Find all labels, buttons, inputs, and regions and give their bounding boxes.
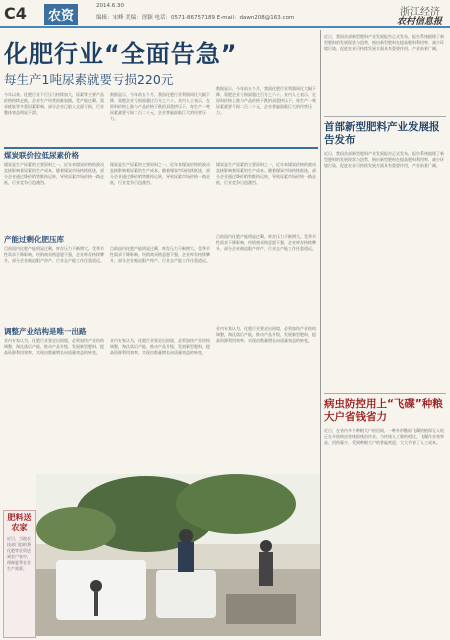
intro-paragraph: 今年以来，化肥行业下行压力持续加大，尿素等主要产品价格持续走低，企业生产经营困难加剧。受产能过剩、需求疲软等多重因素影响，部分企业已陷入全面亏损，行业整体效益明显下滑。 [4, 92, 104, 115]
section-body-3a: 业内专家认为，化肥行业要走出困境，必须加快产业结构调整，淘汰落后产能，推动产品升级，发展新型肥料，提高资源利用效率，实现由数量增长向质量效益的转变。 [4, 338, 104, 355]
section-body-1a: 煤炭是生产尿素的主要原料之一，近年来煤炭价格的波动直接影响着尿素的生产成本。随着煤炭市场持续低迷，部分企业通过降价销售维持运转，导致尿素市场价格一路走低，行业竞争日趋激烈。 [4, 162, 104, 185]
main-subhead: 每生产1吨尿素就要亏损220元 [4, 72, 174, 87]
section-bar [4, 147, 318, 149]
sidebar-title: 肥料送农家 [7, 513, 32, 532]
story-title-fertilizer-report: 首部新型肥料产业发展报告发布 [324, 121, 440, 146]
editor-line: 编辑：宋峰 美编：徐颖 电话：0571-86757189 E-mail：dawn208@163.com [96, 15, 295, 21]
divider [324, 116, 446, 117]
body-paragraph-2: 数据显示，今年前五个月，我国化肥行业利润同比大幅下降，氮肥企业亏损面超过百分之六十。业内人士表示，在原料价格上涨与产品价格下跌的双重挤压下，每生产一吨尿素就要亏损二百二十元，企业普遍面临巨大的经营压力。 [216, 86, 316, 115]
news-photo [36, 474, 320, 636]
section-body-2c: 目前国内化肥产能明显过剩，库存压力不断增大。受季节性需求下降影响，经销商采购意愿不强，企业库存持续攀升，部分企业被迫限产停产，行业去产能工作任重道远。 [216, 234, 316, 251]
right-column [324, 34, 446, 594]
story-title-pest-control: 病虫防控用上“飞碟”种粮大户省钱省力 [324, 398, 443, 423]
photo-illustration [36, 474, 320, 636]
issue-date: 2014.6.30 [96, 3, 124, 9]
section-title-1: 煤炭联价拉低尿素价格 [4, 151, 79, 160]
story-body-pest-control: 近日，在省内多个种粮大户的田间，一种外形酷似飞碟的植保无人机正在开展病虫害统防统治作业。与传统人工喷药相比，飞碟作业效率高、用药量少，受到种粮大户的普遍欢迎，大大节省了人工成本。 [324, 428, 444, 445]
sidebar-box [3, 510, 36, 638]
paper-logo: 农村信息报 [396, 17, 442, 27]
column-divider [320, 30, 321, 636]
story-body-fertilizer-report: 近日，我国首部新型肥料产业发展报告正式发布。报告系统梳理了新型肥料的发展现状与趋势，指出新型肥料在提高肥料利用率、减少环境污染、促进农业可持续发展方面具有重要作用，产业前景广阔。 [324, 151, 444, 168]
body-paragraph: 数据显示，今年前五个月，我国化肥行业利润同比大幅下降，氮肥企业亏损面超过百分之六十。业内人士表示，在原料价格上涨与产品价格下跌的双重挤压下，每生产一吨尿素就要亏损二百二十元，企业普遍面临巨大的经营压力。 [110, 92, 210, 121]
section-body-2b: 目前国内化肥产能明显过剩，库存压力不断增大。受季节性需求下降影响，经销商采购意愿不强，企业库存持续攀升，部分企业被迫限产停产，行业去产能工作任重道远。 [110, 246, 210, 263]
section-label: 农资 [44, 4, 78, 25]
section-title-2: 产能过剩化肥压库 [4, 235, 64, 244]
region-label: 浙江经济 [400, 7, 440, 18]
right-top-text: 近日，我国首部新型肥料产业发展报告正式发布。报告系统梳理了新型肥料的发展现状与趋势，指出新型肥料在提高肥料利用率、减少环境污染、促进农业可持续发展方面具有重要作用，产业前景广阔。 [324, 34, 444, 51]
divider [324, 393, 446, 394]
sidebar-caption: 近日，当地农技部门组织将化肥等农资送到农户家中，保障夏季农业生产需要。 [7, 536, 31, 571]
section-body-3c: 业内专家认为，化肥行业要走出困境，必须加快产业结构调整，淘汰落后产能，推动产品升级，发展新型肥料，提高资源利用效率，实现由数量增长向质量效益的转变。 [216, 326, 316, 343]
page-number: C4 [4, 4, 27, 23]
section-body-1c: 煤炭是生产尿素的主要原料之一，近年来煤炭价格的波动直接影响着尿素的生产成本。随着煤炭市场持续低迷，部分企业通过降价销售维持运转，导致尿素市场价格一路走低，行业竞争日趋激烈。 [216, 162, 316, 185]
section-body-1b: 煤炭是生产尿素的主要原料之一，近年来煤炭价格的波动直接影响着尿素的生产成本。随着煤炭市场持续低迷，部分企业通过降价销售维持运转，导致尿素市场价格一路走低，行业竞争日趋激烈。 [110, 162, 210, 185]
section-body-3b: 业内专家认为，化肥行业要走出困境，必须加快产业结构调整，淘汰落后产能，推动产品升级，发展新型肥料，提高资源利用效率，实现由数量增长向质量效益的转变。 [110, 338, 210, 355]
section-body-2a: 目前国内化肥产能明显过剩，库存压力不断增大。受季节性需求下降影响，经销商采购意愿不强，企业库存持续攀升，部分企业被迫限产停产，行业去产能工作任重道远。 [4, 246, 104, 263]
section-title-3: 调整产业结构是唯一出路 [4, 327, 87, 336]
main-headline: 化肥行业“全面告急” [4, 40, 238, 68]
